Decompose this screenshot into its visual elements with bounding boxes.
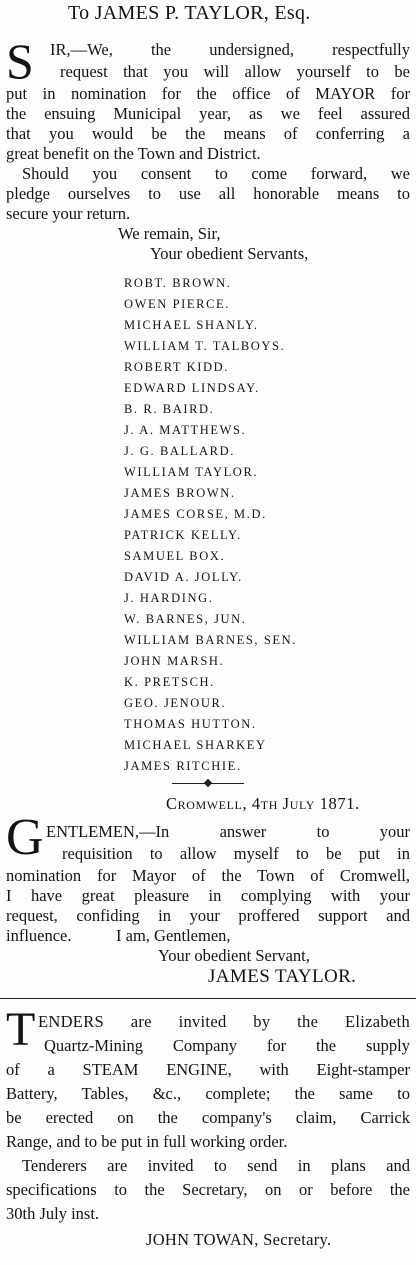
section-rule	[0, 998, 416, 999]
requisition-line-5: that you would be the means of conferring a	[6, 124, 410, 143]
reply-dropcap: G	[6, 809, 44, 866]
signatory: WILLIAM BARNES, SEN.	[124, 633, 297, 647]
ornament-diamond-icon	[204, 779, 212, 787]
reply-line-1: ENTLEMEN,—In answer to your	[46, 822, 410, 841]
signatory: WILLIAM TAYLOR.	[124, 465, 259, 479]
signatory: JAMES BROWN.	[124, 486, 236, 500]
reply-line-4: I have great pleasure in complying with your	[6, 886, 410, 905]
signatory: GEO. JENOUR.	[124, 696, 227, 710]
signatory: MICHAEL SHANLY.	[124, 318, 259, 332]
signatory: J. HARDING.	[124, 591, 214, 605]
signatory: PATRICK KELLY.	[124, 528, 242, 542]
signatory: W. BARNES, JUN.	[124, 612, 247, 626]
tenders-line-3: of a STEAM ENGINE, with Eight-stamper	[6, 1060, 410, 1079]
reply-line-6-left: influence.	[6, 926, 72, 945]
tenders-line-7: Tenderers are invited to send in plans and	[22, 1156, 410, 1175]
reply-signature: JAMES TAYLOR.	[208, 966, 357, 987]
reply-dateline: Cromwell, 4th July 1871.	[166, 794, 360, 813]
requisition-dropcap: S	[6, 33, 34, 89]
signatory: K. PRETSCH.	[124, 675, 215, 689]
requisition-closing-1: We remain, Sir,	[118, 224, 221, 243]
signatory: J. G. BALLARD.	[124, 444, 235, 458]
signatory: JAMES RITCHIE.	[124, 759, 242, 773]
tenders-line-5: be erected on the company's claim, Carrick	[6, 1108, 410, 1127]
tenders-line-2: Quartz-Mining Company for the supply	[44, 1036, 410, 1055]
requisition-line-4: the ensuing Municipal year, as we feel assured	[6, 104, 410, 123]
reply-line-2: requisition to allow myself to be put in	[62, 844, 410, 863]
reply-line-3: nomination for Mayor of the Town of Cromwell,	[6, 866, 410, 885]
requisition-heading: To JAMES P. TAYLOR, Esq.	[68, 2, 311, 24]
signatory: B. R. BAIRD.	[124, 402, 215, 416]
tenders-dropcap: T	[6, 1003, 36, 1056]
signatory: JOHN MARSH.	[124, 654, 225, 668]
signatory: WILLIAM T. TALBOYS.	[124, 339, 286, 353]
requisition-line-6: great benefit on the Town and District.	[6, 144, 261, 163]
tenders-line-8: specifications to the Secretary, on or before the	[6, 1180, 410, 1199]
signatory: JAMES CORSE, M.D.	[124, 507, 267, 521]
tenders-line-9: 30th July inst.	[6, 1204, 100, 1223]
tenders-line-1: ENDERS are invited by the Elizabeth	[38, 1012, 410, 1031]
reply-closing: Your obedient Servant,	[158, 946, 310, 965]
requisition-line-8: pledge ourselves to use all honorable means to	[6, 184, 410, 203]
signatory: J. A. MATTHEWS.	[124, 423, 247, 437]
signatory: MICHAEL SHARKEY	[124, 738, 267, 752]
signatory: OWEN PIERCE.	[124, 297, 230, 311]
requisition-line-7: Should you consent to come forward, we	[22, 164, 410, 183]
requisition-closing-2: Your obedient Servants,	[150, 244, 309, 263]
signatory: DAVID A. JOLLY.	[124, 570, 243, 584]
tenders-signature: JOHN TOWAN, Secretary.	[146, 1230, 332, 1249]
signatory: THOMAS HUTTON.	[124, 717, 257, 731]
requisition-line-1: IR,—We, the undersigned, respectfully	[50, 40, 410, 59]
tenders-line-4: Battery, Tables, &c., complete; the same to	[6, 1084, 410, 1103]
reply-line-5: request, confiding in your proffered support and	[6, 906, 410, 925]
signatory: ROBERT KIDD.	[124, 360, 230, 374]
requisition-line-9: secure your return.	[6, 204, 131, 223]
signatory: EDWARD LINDSAY.	[124, 381, 260, 395]
reply-line-6-right: I am, Gentlemen,	[116, 926, 231, 945]
tenders-line-6: Range, and to be put in full working order.	[6, 1132, 288, 1151]
signatory: SAMUEL BOX.	[124, 549, 226, 563]
requisition-line-2: request that you will allow yourself to be	[60, 62, 410, 81]
requisition-line-3: put in nomination for the office of MAYOR for	[6, 84, 410, 103]
signatory: ROBT. BROWN.	[124, 276, 232, 290]
